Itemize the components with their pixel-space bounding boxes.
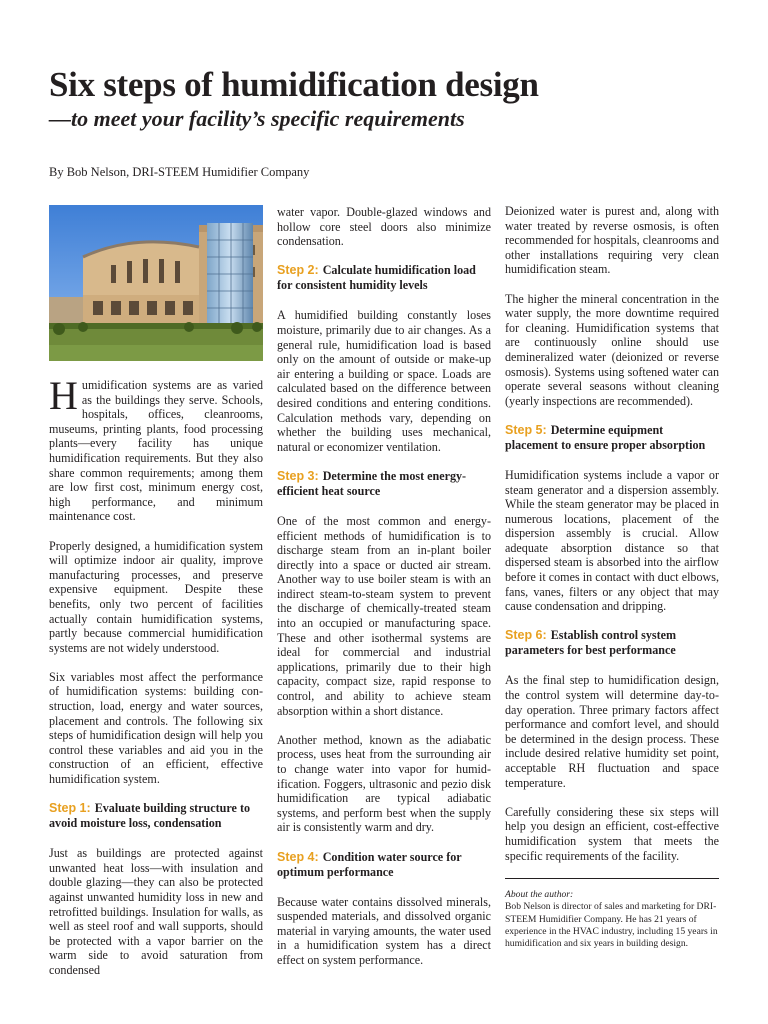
step-2-paragraph: A humidified building constantly loses moisture, primarily due to air changes. As a general rule, humidification load is based only on the amount of outside or make-up air entering a building or space. Loads are calculated based on the difference between desired conditions and entering conditions. Calculation methods vary, depending on whether the building uses mechanical, natural or economizer ventilation.: [277, 308, 491, 454]
step-4-paragraph-2: The higher the mineral concentration in the water supply, the more downtime required for cleaning. Humidification systems that are continuously online should use demineralized water (deionized or reverse osmosis). Systems using softened water can operate several seasons without cleaning (yearly inspections are recommended).: [505, 291, 719, 408]
intro-text: umidification systems are as varied as the buildings they serve. Schools, hospitals, offices, cleanrooms, museums, printing plants, food processing plants—every facility has unique humidification requirements. But they also share common requirements; among them are low first cost, minimum energy cost, high performance, and minimum maintenance cost.: [49, 378, 263, 524]
step-4-heading: Step 4: Condition water source for optimum performance: [277, 849, 462, 879]
step-6-label: Step 6:: [505, 628, 547, 643]
step-6-heading: Step 6: Establish control system parameters for best performance: [505, 628, 677, 658]
step-1-label: Step 1:: [49, 801, 91, 816]
about-author-label: About the author:: [505, 888, 574, 900]
about-author: [505, 889, 719, 951]
divider: [505, 878, 719, 879]
step-4-label: Step 4:: [277, 849, 319, 864]
step-5-heading: Step 5: Determine equipment placement to ensure proper absorption: [505, 422, 706, 452]
building-photo: [49, 205, 263, 361]
step-5-paragraph: Humidification systems include a vapor or steam generator and a dispersion assembly. While the steam generator may be placed in numerous locations, placement of the dispersion assembly is crucial. Allow adequate absorption distance so that dispersed steam is absorbed into the airflow before it comes in contact with duct elbows, fans, vanes, filters or any object that may cause condensation and dripping.: [505, 467, 719, 614]
step-6-paragraph-2: Carefully considering these six steps will help you design an efficient, cost-effective humidification system that meets the specific requirements of the facility.: [505, 804, 719, 863]
column-2: [277, 205, 491, 982]
column-3: [505, 204, 719, 951]
intro-paragraph: [49, 373, 263, 524]
article-title: Six steps of humidification design: [49, 65, 539, 104]
step-3-paragraph-2: Another method, known as the adiabatic process, uses heat from the surrounding air to change water into vapor for humidification. Foggers, ultrasonic and pezio disk humidification are typical adiabatic systems, and perform best when the supply air is consistently warm and dry.: [277, 732, 491, 835]
paragraph: Six variables most affect the performance of humidification systems: building construction, load, energy and water sources, placement and controls. The following six steps of humidification design will help you control these variables and aid you in the construction of an efficient, effective humidification system.: [49, 669, 263, 787]
step-2-heading: Step 2: Calculate humidification load for consistent humidity levels: [277, 263, 476, 293]
step-4-paragraph: Because water contains dissolved minerals, suspended materials, and dissolved organic material in varying amounts, the water used in a humidification system has a direct effect on system performance.: [277, 894, 491, 967]
step-3-label: Step 3:: [277, 468, 319, 483]
column-1: [49, 205, 263, 978]
paragraph: Properly designed, a humidification system will optimize indoor air quality, improve manufacturing processes, and preserve expensive equipment. Despite these benefits, only two percent of facilities actually contain humidification systems, partly because commercial humidification systems are not widely understood.: [49, 538, 263, 655]
step-3-heading: Step 3: Determine the most energy-efficient heat source: [277, 468, 467, 498]
about-author-text: Bob Nelson is director of sales and marketing for DRI-STEEM Humidifier Company. He has 21 years of experience in the HVAC industry, including 15 years in humidification and six years in building design.: [505, 901, 718, 950]
step-4-continuation: Deionized water is purest and, along with water treated by reverse osmosis, is often recommended for hospitals, cleanrooms and other installations requiring very clean humidification steam.: [505, 204, 719, 277]
step-1-paragraph: Just as buildings are protected against unwanted heat loss—with insulation and double glazing—they can also be protected against unwanted humidity loss in new and retrofitted buildings. Insulation for walls, as well as steel roof and wall supports, should be protected with a vapor barrier on the warm side to avoid saturation from condensed: [49, 846, 263, 977]
byline: By Bob Nelson, DRI-STEEM Humidifier Company: [49, 165, 310, 179]
drop-cap: H: [49, 373, 78, 418]
continuation-text: water vapor. Double-glazed windows and hollow core steel doors also minimize condensation.: [277, 205, 491, 249]
step-3-paragraph: One of the most common and energy-efficient methods of humidification is to discharge steam from an in-plant boiler directly into a space or ducted air stream. Another way to use boiler steam is with an indirect steam-to-steam system to prevent the discharge of chemically-treated steam into an occupied or manufacturing space. These and other isothermal systems are ideal for commercial and industrial applications, primarily due to their high capacity, compact size, rapid response to control, and ability to achieve steam absorption within a short distance.: [277, 513, 491, 718]
step-5-label: Step 5:: [505, 422, 547, 437]
step-2-label: Step 2:: [277, 263, 319, 278]
step-6-paragraph: As the final step to humidification design, the control system will determine day-to-day operation. Three primary factors affect performance and comfort level, and should be determined in the design process. These include desired relative humidity set point, acceptable RH fluctuation and space temperature.: [505, 673, 719, 790]
article-subtitle: —to meet your facility’s specific requirements: [49, 106, 465, 131]
step-1-heading: Step 1: Evaluate building structure to avoid moisture loss, condensation: [49, 801, 251, 831]
